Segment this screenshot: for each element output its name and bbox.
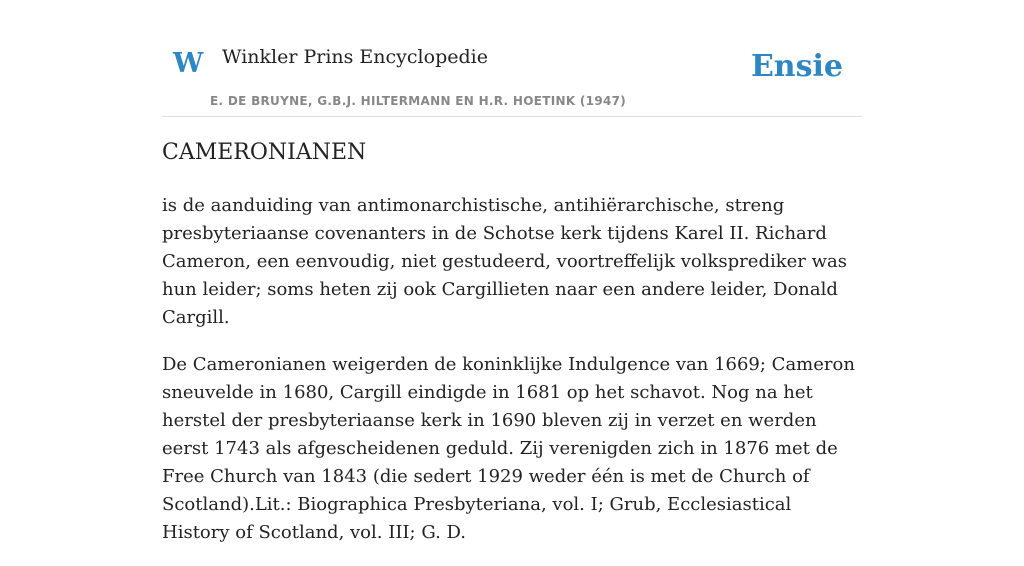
publication-authors: E. DE BRUYNE, G.B.J. HILTERMANN EN H.R. HOETINK (1947)	[210, 94, 627, 108]
publication-title[interactable]: Winkler Prins Encyclopedie	[222, 46, 488, 68]
entry-body	[162, 192, 862, 566]
entry-paragraph-1: is de aanduiding van antimonarchistische, antihiërarchische, streng presbyteriaanse covenanters in de Schotse kerk tijdens Karel II. Richard Cameron, een eenvoudig, niet gestudeerd, voortreffelijk volksprediker was hun leider; soms heten zij ook Cargillieten naar een andere leider, Donald Cargill.	[162, 195, 847, 328]
entry-title: CAMERONIANEN	[162, 140, 367, 165]
publication-logo[interactable]: W	[173, 48, 204, 79]
entry-paragraph-2: De Cameronianen weigerden de koninklijke Indulgence van 1669; Cameron sneuvelde in 1680, Cargill eindigde in 1681 op het schavot. Nog na het herstel der presbyteriaanse kerk in 1690 bleven zij in verzet en werden eerst 1743 als afgescheidenen geduld. Zij verenigden zich in 1876 met de Free Church van 1843 (die sedert 1929 weder één is met de Church of Scotland).Lit.: Biographica Presbyteriana, vol. I; Grub, Ecclesiastical History of Scotland, vol. III; G. D.	[162, 354, 855, 543]
source-header	[162, 0, 862, 117]
ensie-logo-link[interactable]: Ensie	[750, 49, 843, 84]
